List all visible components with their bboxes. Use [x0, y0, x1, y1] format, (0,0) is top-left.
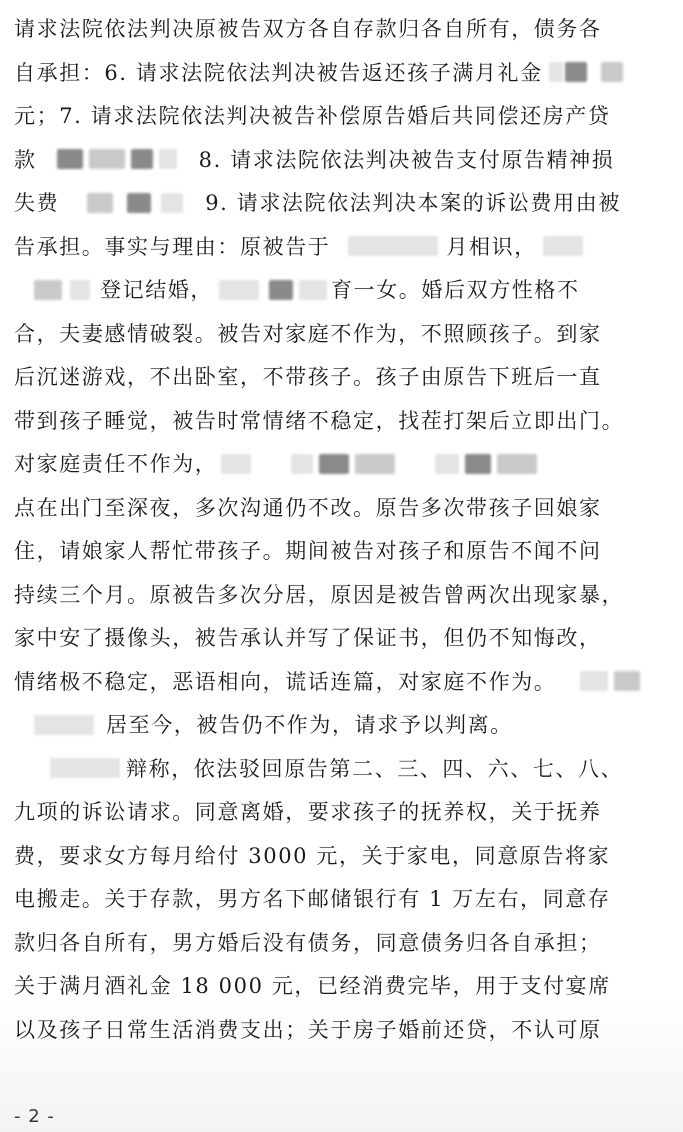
redaction-block	[299, 280, 327, 300]
line-text: 合，夫妻感情破裂。被告对家庭不作为，不照顾孩子。到家	[14, 321, 602, 346]
text-line	[14, 530, 676, 574]
text-line	[14, 661, 676, 705]
redaction-block	[34, 715, 94, 735]
text-line	[14, 269, 676, 313]
text-line	[14, 400, 676, 444]
redaction-block	[465, 454, 491, 474]
line-text: 告承担。事实与理由：原被告于	[14, 234, 331, 259]
line-text: 情绪极不稳定，恶语相向，谎话连篇，对家庭不作为。	[14, 669, 557, 694]
line-text: 育一女。婚后双方性格不	[331, 278, 580, 302]
redaction-block	[348, 236, 438, 256]
document-body	[14, 8, 676, 1052]
line-text: 以及孩子日常生活消费支出；关于房子婚前还贷，不认可原	[14, 1017, 602, 1042]
text-line	[14, 356, 676, 400]
redaction-block	[543, 236, 583, 256]
line-text: 对家庭责任不作为，	[14, 452, 218, 476]
text-line	[14, 574, 676, 618]
text-line	[14, 52, 676, 96]
line-text: 点在出门至深夜，多次沟通仍不改。原告多次带孩子回娘家	[14, 495, 602, 520]
redaction-block	[127, 193, 151, 213]
redaction-block	[269, 280, 293, 300]
redaction-block	[87, 193, 113, 213]
text-line	[14, 487, 676, 531]
redaction-block	[70, 280, 90, 300]
line-text: 失费	[14, 191, 60, 215]
text-line	[14, 8, 676, 52]
line-text: 持续三个月。原被告多次分居，原因是被告曾两次出现家暴，	[14, 582, 625, 607]
text-line	[14, 1009, 676, 1053]
redaction-block	[565, 62, 587, 82]
text-line	[14, 965, 676, 1009]
line-text: 请求法院依法判决原被告双方各自存款归各自所有，债务各	[14, 17, 602, 41]
redaction-block	[614, 671, 640, 691]
text-line	[14, 182, 676, 226]
text-line	[14, 139, 676, 183]
text-line	[14, 704, 676, 748]
line-text: 九项的诉讼请求。同意离婚，要求孩子的抚养权，关于抚养	[14, 800, 602, 824]
line-text: 元；7. 请求法院依法判决被告补偿原告婚后共同偿还房产贷	[14, 104, 611, 128]
text-line	[14, 443, 676, 487]
redaction-block	[435, 454, 459, 474]
text-line	[14, 835, 676, 879]
text-line	[14, 922, 676, 966]
redaction-block	[57, 149, 83, 169]
line-text: 带到孩子睡觉，被告时常情绪不稳定，找茬打架后立即出门。	[14, 408, 625, 433]
redaction-block	[219, 280, 259, 300]
line-text: 月相识，	[446, 234, 537, 259]
text-line	[14, 226, 676, 270]
redaction-block	[549, 62, 563, 82]
line-text: 登记结婚，	[100, 278, 213, 302]
redaction-block	[601, 62, 623, 82]
redaction-block	[34, 280, 62, 300]
redaction-block	[355, 454, 395, 474]
line-text: 后沉迷游戏，不出卧室，不带孩子。孩子由原告下班后一直	[14, 365, 602, 389]
redaction-block	[89, 149, 125, 169]
redaction-block	[50, 758, 120, 778]
redaction-block	[161, 193, 183, 213]
line-text: 9. 请求法院依法判决本案的诉讼费用由被	[205, 191, 621, 215]
redaction-block	[580, 671, 608, 691]
redaction-block	[497, 454, 537, 474]
line-text: 电搬走。关于存款，男方名下邮储银行有 1 万左右，同意存	[14, 887, 611, 911]
text-line	[14, 878, 676, 922]
line-text: 关于满月酒礼金 18 000 元，已经消费完毕，用于支付宴席	[14, 974, 611, 998]
line-text: 自承担：6. 请求法院依法判决被告返还孩子满月礼金	[14, 60, 543, 85]
line-text: 8. 请求法院依法判决被告支付原告精神损	[198, 147, 615, 172]
line-text: 费，要求女方每月给付 3000 元，关于家电，同意原告将家	[14, 843, 611, 868]
text-line	[14, 95, 676, 139]
text-line	[14, 617, 676, 661]
text-line	[14, 748, 676, 792]
text-line	[14, 313, 676, 357]
redaction-block	[131, 149, 153, 169]
redaction-block	[291, 454, 313, 474]
redaction-block	[221, 454, 251, 474]
redaction-block	[159, 149, 177, 169]
line-text: 辩称，依法驳回原告第二、三、四、六、七、八、	[126, 756, 624, 781]
line-text: 居至今，被告仍不作为，请求予以判离。	[106, 713, 513, 737]
line-text: 家中安了摄像头，被告承认并写了保证书，但仍不知悔改，	[14, 626, 602, 650]
redaction-block	[319, 454, 349, 474]
line-text: 住，请娘家人帮忙带孩子。期间被告对孩子和原告不闻不问	[14, 539, 602, 563]
text-line	[14, 791, 676, 835]
page-number: - 2 -	[14, 1106, 55, 1127]
line-text: 款归各自所有，男方婚后没有债务，同意债务归各自承担；	[14, 930, 602, 955]
line-text: 款	[14, 147, 37, 172]
